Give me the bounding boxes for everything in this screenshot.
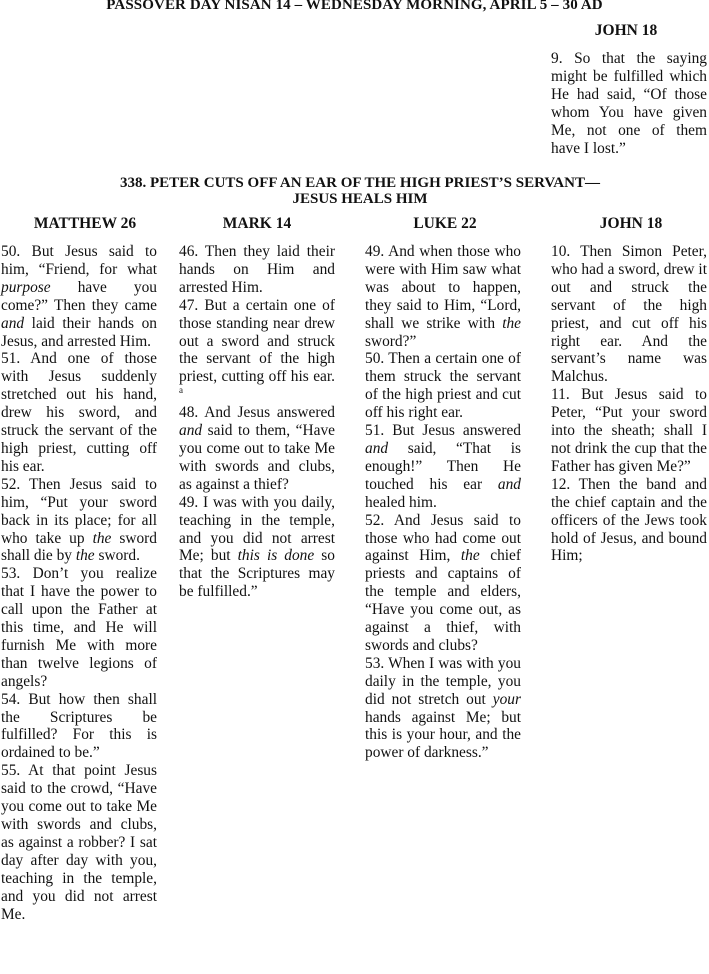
verse: 46. Then they laid their hands on Him and arrested Him. [179,243,335,296]
matthew-heading: MATTHEW 26 [33,215,137,232]
verse: 50. Then a certain one of them struck the servant of the high priest and cut off his right ear. [365,350,521,422]
verse: 47. But a certain one of those standing near drew out a sword and struck the servant of the high priest, cutting off his ear. $^a$ [179,296,335,396]
verse: 51. But Jesus answered and said, “That is enough!” Then He touched his ear and healed him. [365,422,521,511]
section-title [40,175,680,207]
page-header: PASSOVER DAY NISAN 14 – WEDNESDAY MORNING, APRIL 5 – 30 AD [106,0,603,13]
section-title-line-2: JESUS HEALS HIM [292,191,428,207]
mark-heading: MARK 14 [222,215,292,232]
verse: 10. Then Simon Peter, who had a sword, drew it out and struck the servant of the high priest, and cut off his right ear. And the servant’s name was Malchus. [551,243,707,386]
verse: 53. When I was with you daily in the temple, you did not stretch out your hands against Me; but this is your hour, and the power of darkness.” [365,654,521,762]
verse: 49. And when those who were with Him saw what was about to happen, they said to Him, “Lord, shall we strike with the sword?” [365,243,521,350]
verse: 9. So that the saying might be fulfilled which He had said, “Of those whom You have given Me, not one of them have I lost.” [551,50,707,157]
luke-column [365,243,521,762]
verse: 52. And Jesus said to those who had come out against Him, the chief priests and captains of the temple and elders, “Have you come out, as against a thief, with swords and clubs? [365,511,522,654]
verse: 50. But Jesus said to him, “Friend, for what purpose have you come?” Then they came and laid their hands on Jesus, and arrested Him. [1,243,157,350]
verse: 52. Then Jesus said to him, “Put your sword back in its place; for all who take up the sword shall die by the sword. [1,475,158,565]
verse: 49. I was with you daily, teaching in the temple, and you did not arrest Me; but this is done so that the Scriptures may be fulfilled.” [179,493,335,601]
verse: 48. And Jesus answered and said to them, “Have you come out to take Me with swords and clubs, as against a thief? [179,404,335,493]
verse: 12. Then the band and the chief captain and the officers of the Jews took hold of Jesus, and bound Him; [551,475,707,565]
verse: 55. At that point Jesus said to the crowd, “Have you come out to take Me with swords and clubs, as against a robber? I sat day after day with you, teaching in the temple, and you did not arrest Me. [1,762,157,923]
verse: 53. Don’t you realize that I have the power to call upon the Father at this time, and He will furnish Me with more than twelve legions of angels? [1,565,157,690]
top-john-heading: JOHN 18 [594,22,658,39]
verse: 51. And one of those with Jesus suddenly stretched out his hand, drew his sword, and struck the servant of the high priest, cutting off his ear. [1,350,157,475]
john-column [551,243,707,565]
john-heading: JOHN 18 [599,215,663,232]
section-title-line-1: 338. PETER CUTS OFF AN EAR OF THE HIGH PRIEST’S SERVANT— [120,175,600,191]
verse: 54. But how then shall the Scriptures be fulfilled? For this is ordained to be.” [1,690,157,762]
mark-column [179,243,335,601]
luke-heading: LUKE 22 [413,215,477,232]
verse: 11. But Jesus said to Peter, “Put your sword into the sheath; shall I not drink the cup that the Father has given Me?” [551,386,707,475]
matthew-column [1,243,157,923]
top-john-column [551,50,707,157]
